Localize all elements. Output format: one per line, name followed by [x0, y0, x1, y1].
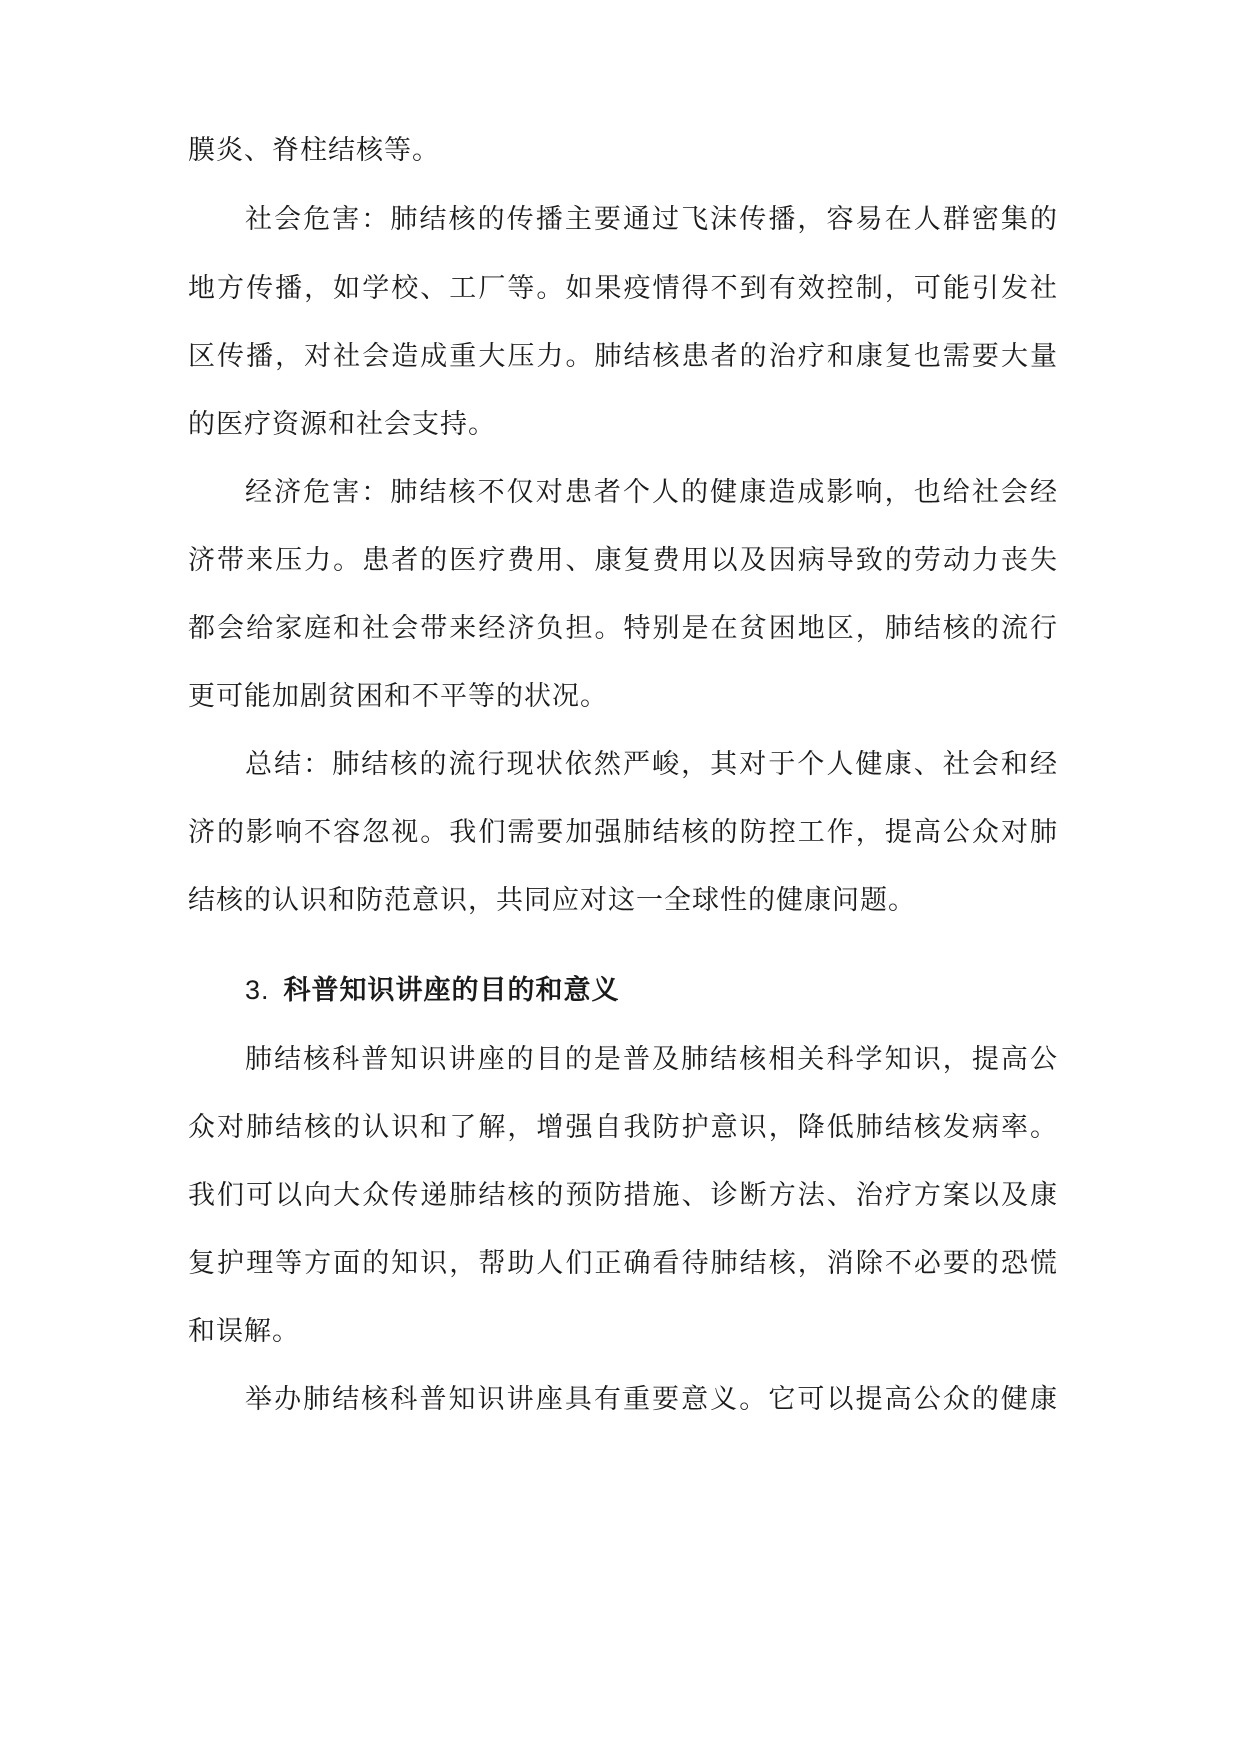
section-number: 3. — [245, 975, 270, 1005]
paragraph-line: 举办肺结核科普知识讲座具有重要意义。它可以提高公众的健康 — [245, 1384, 1058, 1415]
section-title: 科普知识讲座的目的和意义 — [283, 975, 620, 1006]
paragraph-line: 都会给家庭和社会带来经济负担。特别是在贫困地区，肺结核的流行 — [188, 613, 1058, 644]
paragraph-line: 众对肺结核的认识和了解，增强自我防护意识，降低肺结核发病率。 — [188, 1112, 1058, 1143]
paragraph-line: 区传播，对社会造成重大压力。肺结核患者的治疗和康复也需要大量 — [188, 341, 1058, 372]
paragraph-line: 经济危害：肺结核不仅对患者个人的健康造成影响，也给社会经 — [245, 477, 1058, 508]
paragraph-line: 和误解。 — [188, 1316, 300, 1347]
paragraph-line: 膜炎、脊柱结核等。 — [188, 135, 440, 166]
paragraph-line: 复护理等方面的知识，帮助人们正确看待肺结核，消除不必要的恐慌 — [188, 1248, 1058, 1279]
paragraph-line: 社会危害：肺结核的传播主要通过飞沫传播，容易在人群密集的 — [245, 204, 1058, 235]
paragraph-line: 总结：肺结核的流行现状依然严峻，其对于个人健康、社会和经 — [245, 749, 1058, 780]
paragraph-line: 济带来压力。患者的医疗费用、康复费用以及因病导致的劳动力丧失 — [188, 545, 1058, 576]
paragraph-line: 地方传播，如学校、工厂等。如果疫情得不到有效控制，可能引发社 — [188, 273, 1058, 304]
paragraph-line: 结核的认识和防范意识，共同应对这一全球性的健康问题。 — [188, 885, 916, 916]
paragraph-line: 济的影响不容忽视。我们需要加强肺结核的防控工作，提高公众对肺 — [188, 817, 1058, 848]
paragraph-line: 我们可以向大众传递肺结核的预防措施、诊断方法、治疗方案以及康 — [188, 1180, 1058, 1211]
section-heading — [245, 970, 620, 1010]
paragraph-line: 更可能加剧贫困和不平等的状况。 — [188, 681, 608, 712]
paragraph-line: 肺结核科普知识讲座的目的是普及肺结核相关科学知识，提高公 — [245, 1044, 1058, 1075]
paragraph-line: 的医疗资源和社会支持。 — [188, 409, 496, 440]
